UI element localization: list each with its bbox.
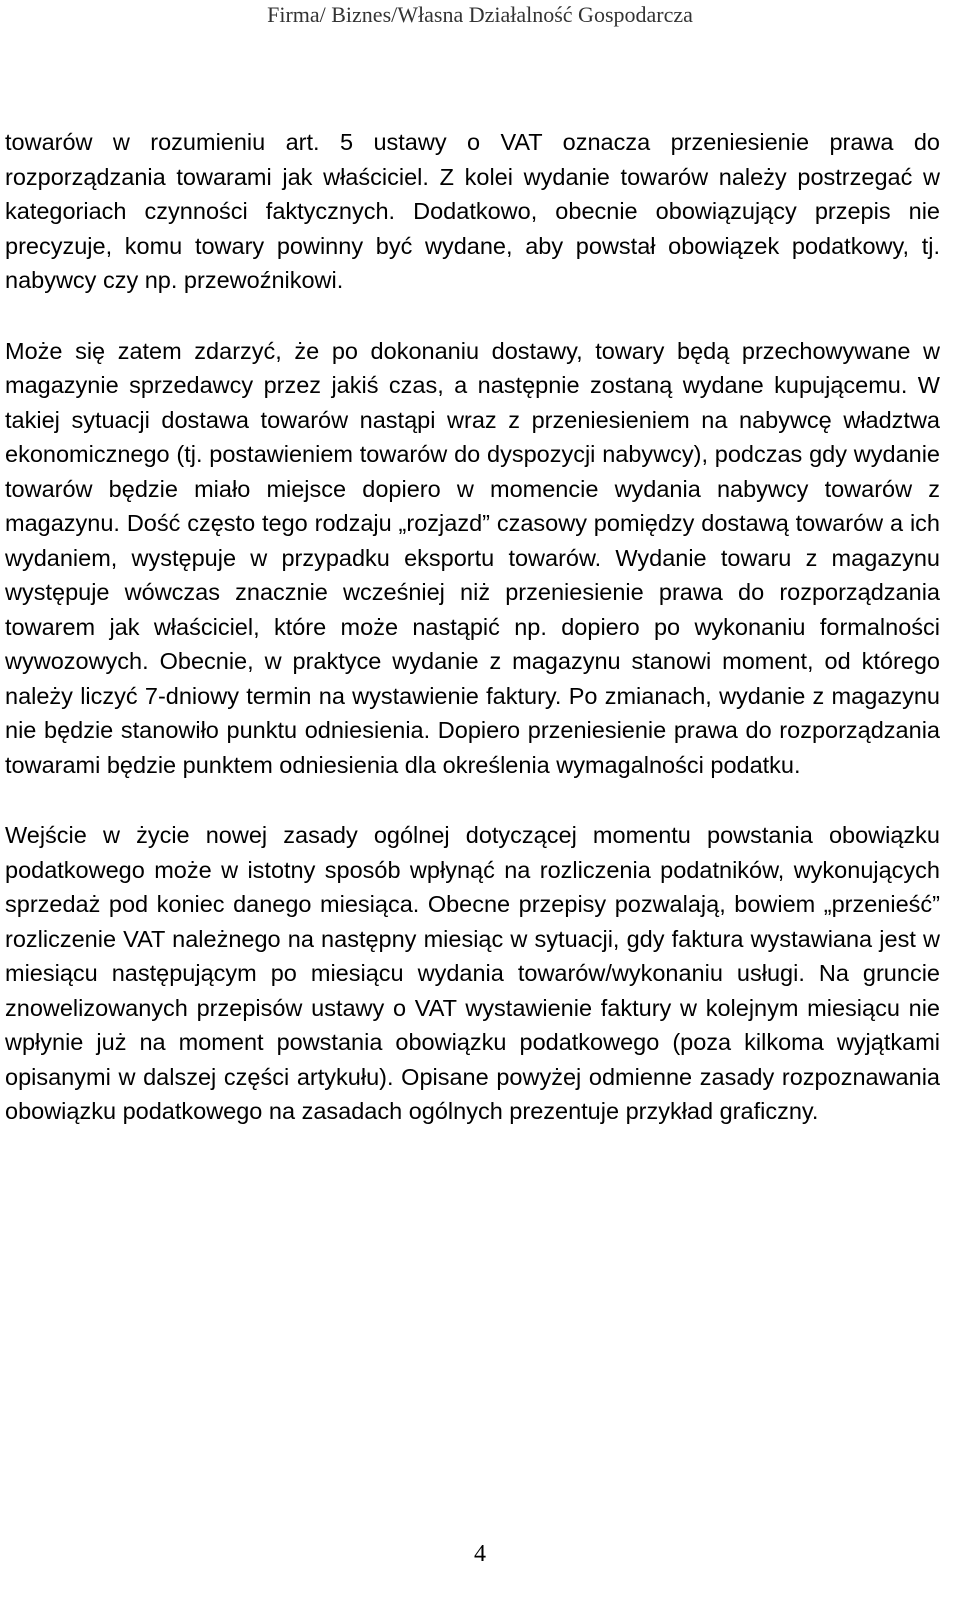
header-title: Firma/ Biznes/Własna Działalność Gospodarcza (267, 2, 693, 27)
page-header (0, 0, 960, 40)
paragraph-3: Wejście w życie nowej zasady ogólnej dotyczącej momentu powstania obowiązku podatkowego może w istotny sposób wpłynąć na rozliczenia podatników, wykonujących sprzedaż pod koniec danego miesiąca. Obecne przepisy pozwalają, bowiem „przenieść” rozliczenie VAT należnego na następny miesiąc w sytuacji, gdy faktura wystawiana jest w miesiącu następującym po miesiącu wydania towarów/wykonaniu usługi. Na gruncie znowelizowanych przepisów ustawy o VAT wystawienie faktury w kolejnym miesiącu nie wpłynie już na moment powstania obowiązku podatkowego (poza kilkoma wyjątkami opisanymi w dalszej części artykułu). Opisane powyżej odmienne zasady rozpoznawania obowiązku podatkowego na zasadach ogólnych prezentuje przykład graficzny. (5, 822, 940, 1124)
document-body (5, 125, 940, 1129)
paragraph-1: towarów w rozumieniu art. 5 ustawy o VAT oznacza przeniesienie prawa do rozporządzania towarami jak właściciel. Z kolei wydanie towarów należy postrzegać w kategoriach czynności faktycznych. Dodatkowo, obecnie obowiązujący przepis nie precyzuje, komu towary powinny być wydane, aby powstał obowiązek podatkowy, tj. nabywcy czy np. przewoźnikowi. (5, 129, 940, 293)
paragraph-2: Może się zatem zdarzyć, że po dokonaniu dostawy, towary będą przechowywane w magazynie sprzedawcy przez jakiś czas, a następnie zostaną wydane kupującemu. W takiej sytuacji dostawa towarów nastąpi wraz z przeniesieniem na nabywcę władztwa ekonomicznego (tj. postawieniem towarów do dyspozycji nabywcy), podczas gdy wydanie towarów będzie miało miejsce dopiero w momencie wydania nabywcy towarów z magazynu. Dość często tego rodzaju „rozjazd” czasowy pomiędzy dostawą towarów a ich wydaniem, występuje w przypadku eksportu towarów. Wydanie towaru z magazynu występuje wówczas znacznie wcześniej niż przeniesienie prawa do rozporządzania towarem jak właściciel, które może nastąpić np. dopiero po wykonaniu formalności wywozowych. Obecnie, w praktyce wydanie z magazynu stanowi moment, od którego należy liczyć 7-dniowy termin na wystawienie faktury. Po zmianach, wydanie z magazynu nie będzie stanowiło punktu odniesienia. Dopiero przeniesienie prawa do rozporządzania towarami będzie punktem odniesienia dla określenia wymagalności podatku. (5, 337, 940, 778)
page-number-label: 4 (474, 1541, 486, 1567)
page-number (0, 1539, 960, 1569)
